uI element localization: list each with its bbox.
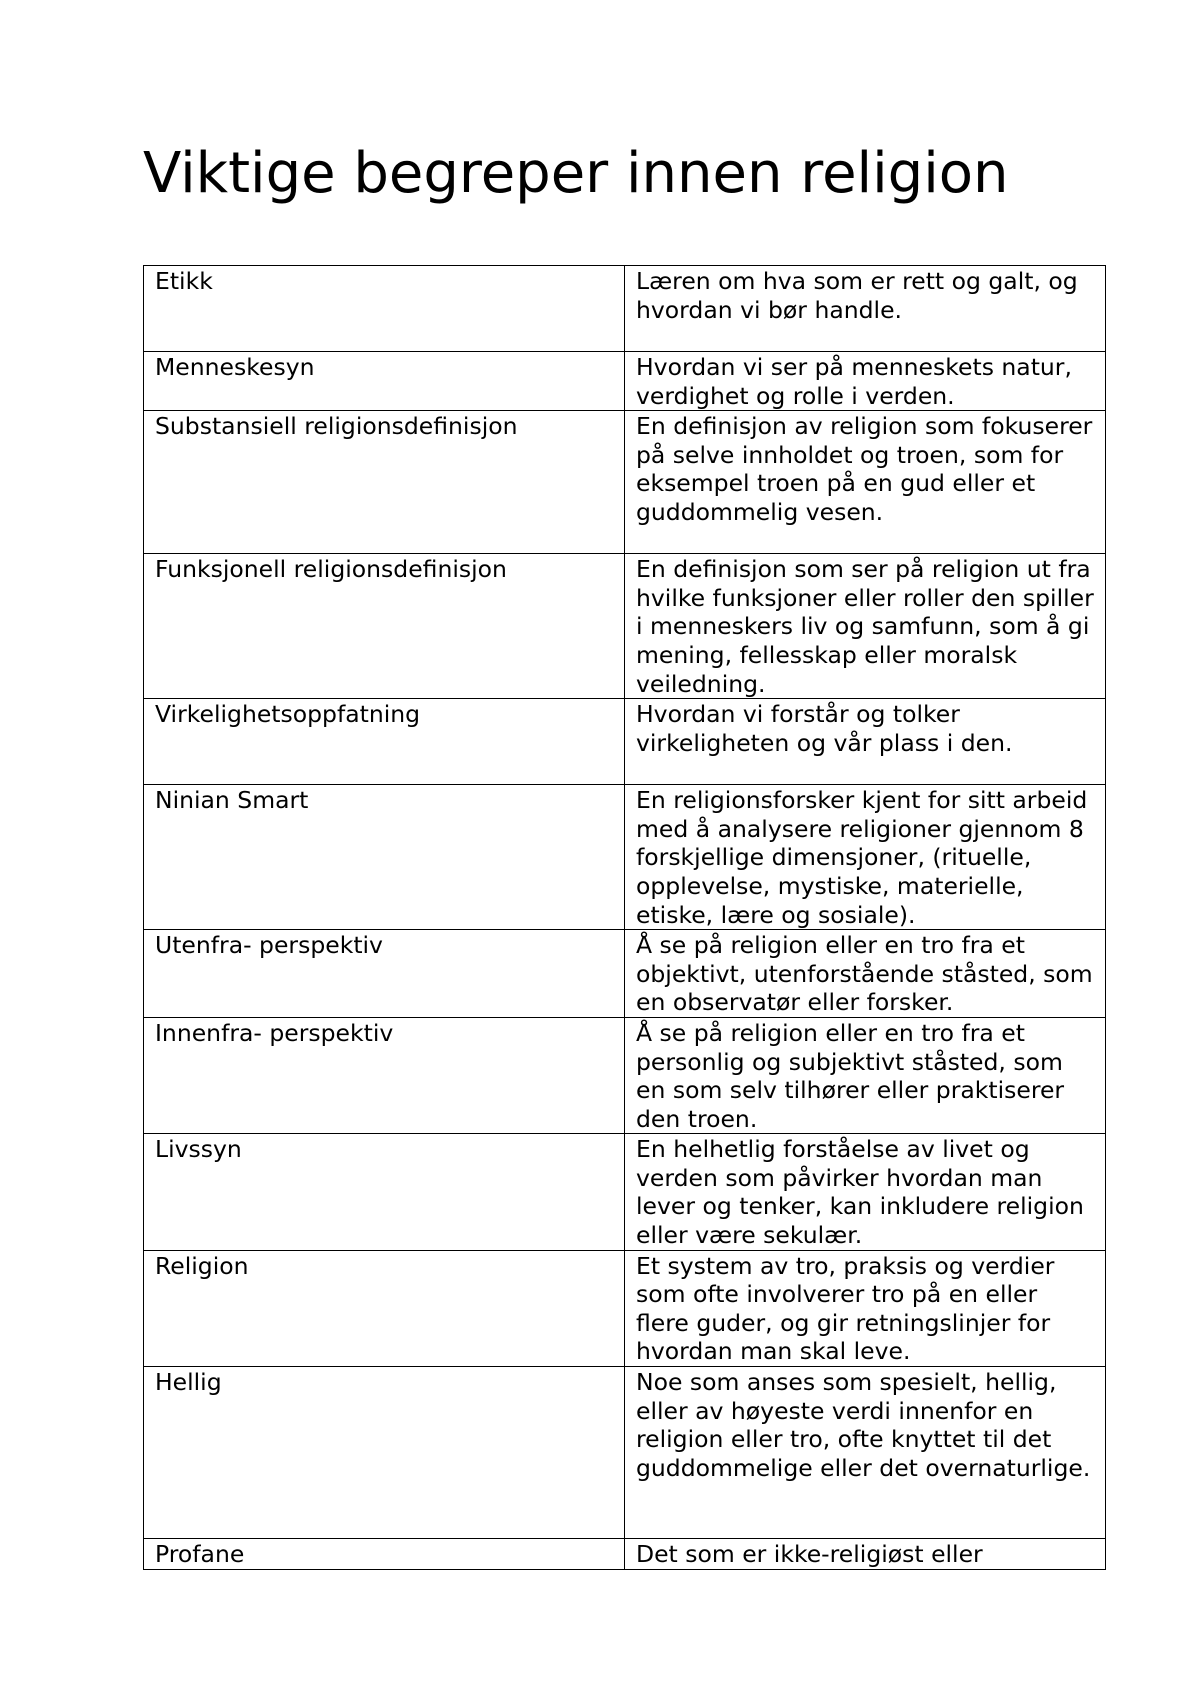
term-cell: Ninian Smart	[144, 785, 625, 930]
definition-cell: En definisjon av religion som fokuserer på selve innholdet og troen, som for eksempel troen på en gud eller et guddommelig vesen.	[625, 411, 1106, 554]
terms-table	[143, 265, 1106, 1570]
term-cell: Funksjonell religionsdefinisjon	[144, 554, 625, 699]
definition-cell: Noe som anses som spesielt, hellig, eller av høyeste verdi innenfor en religion eller tro, ofte knyttet til det guddommelige eller det overnaturlige.	[625, 1367, 1106, 1539]
definition-cell: Å se på religion eller en tro fra et personlig og subjektivt ståsted, som en som selv tilhører eller praktiserer den troen.	[625, 1017, 1106, 1133]
definition-cell: Å se på religion eller en tro fra et objektivt, utenforstående ståsted, som en observatør eller forsker.	[625, 930, 1106, 1018]
definition-cell: En religionsforsker kjent for sitt arbeid med å analysere religioner gjennom 8 forskjellige dimensjoner, (rituelle, opplevelse, mystiske, materielle, etiske, lære og sosiale).	[625, 785, 1106, 930]
table-row	[144, 352, 1106, 411]
definition-cell: En definisjon som ser på religion ut fra hvilke funksjoner eller roller den spiller i menneskers liv og samfunn, som å gi mening, fellesskap eller moralsk veiledning.	[625, 554, 1106, 699]
table-row	[144, 785, 1106, 930]
term-cell: Substansiell religionsdefinisjon	[144, 411, 625, 554]
term-cell: Hellig	[144, 1367, 625, 1539]
definition-cell: En helhetlig forståelse av livet og verden som påvirker hvordan man lever og tenker, kan inkludere religion eller være sekulær.	[625, 1134, 1106, 1250]
table-row	[144, 1539, 1106, 1570]
term-cell: Menneskesyn	[144, 352, 625, 411]
table-row	[144, 1017, 1106, 1133]
definition-cell: Det som er ikke-religiøst eller	[625, 1539, 1106, 1570]
term-cell: Innenfra- perspektiv	[144, 1017, 625, 1133]
page-title: Viktige begreper innen religion	[143, 141, 1009, 206]
table-row	[144, 1367, 1106, 1539]
table-row	[144, 411, 1106, 554]
term-cell: Utenfra- perspektiv	[144, 930, 625, 1018]
definition-cell: Læren om hva som er rett og galt, og hvordan vi bør handle.	[625, 266, 1106, 352]
term-cell: Virkelighetsoppfatning	[144, 699, 625, 785]
table-row	[144, 266, 1106, 352]
definition-cell: Hvordan vi forstår og tolker virkeligheten og vår plass i den.	[625, 699, 1106, 785]
table-row	[144, 554, 1106, 699]
term-cell: Religion	[144, 1250, 625, 1366]
definition-cell: Et system av tro, praksis og verdier som ofte involverer tro på en eller flere guder, og gir retningslinjer for hvordan man skal leve.	[625, 1250, 1106, 1366]
table-row	[144, 1250, 1106, 1366]
term-cell: Etikk	[144, 266, 625, 352]
term-cell: Livssyn	[144, 1134, 625, 1250]
term-cell: Profane	[144, 1539, 625, 1570]
table-row	[144, 699, 1106, 785]
table-row	[144, 1134, 1106, 1250]
definition-cell: Hvordan vi ser på menneskets natur, verdighet og rolle i verden.	[625, 352, 1106, 411]
table-row	[144, 930, 1106, 1018]
